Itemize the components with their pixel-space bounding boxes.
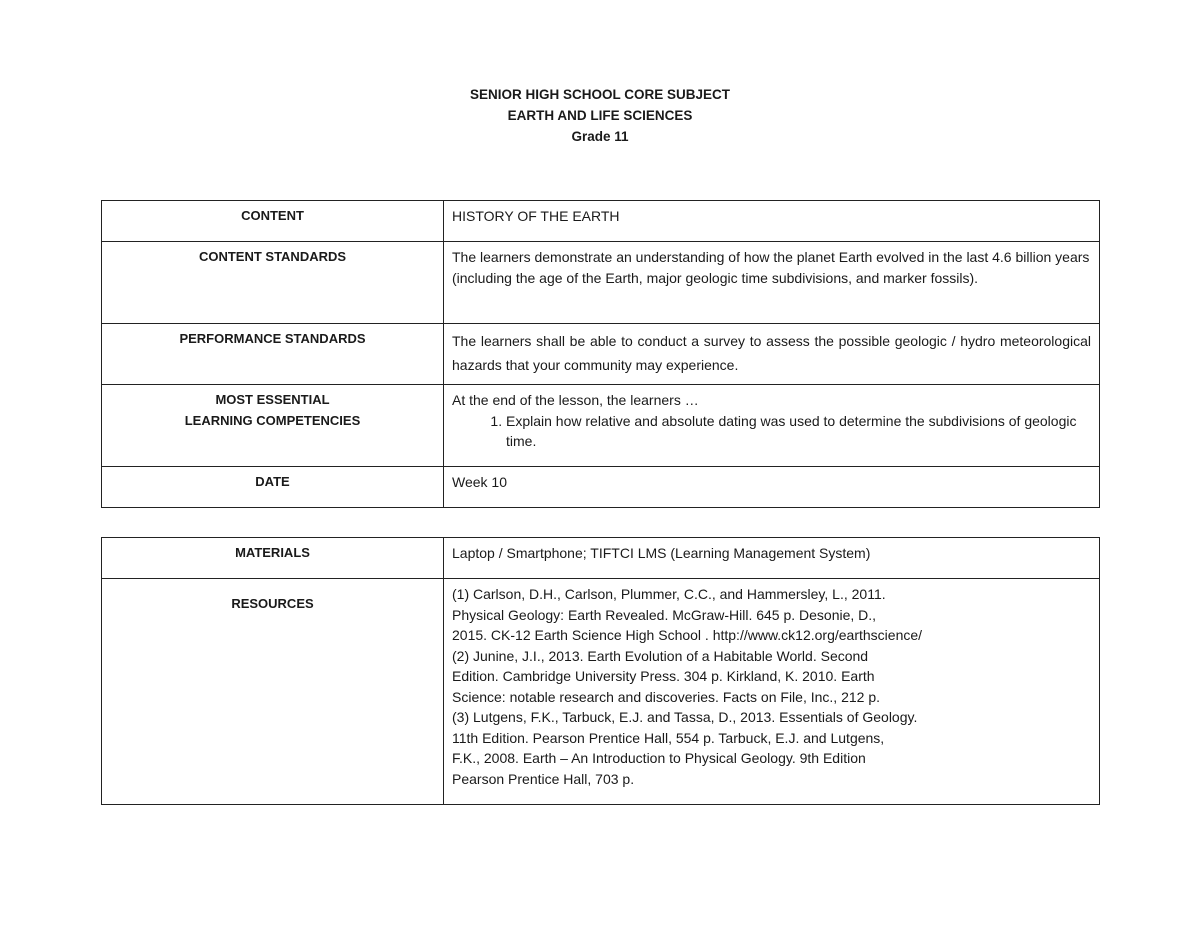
resource-line: 2015. CK-12 Earth Science High School . http://www.ck12.org/earthscience/ [452,627,923,643]
competencies-list [452,411,1091,452]
competencies-intro: At the end of the lesson, the learners … [452,392,699,408]
document-header [0,84,1200,147]
materials-value: Laptop / Smartphone; TIFTCI LMS (Learning Management System) [444,538,1100,579]
competencies-label-line-2: LEARNING COMPETENCIES [184,412,361,428]
header-line-3: Grade 11 [571,129,629,144]
resource-line: Pearson Prentice Hall, 703 p. [452,770,635,787]
date-value: Week 10 [444,467,1100,508]
competency-item: 1. Explain how relative and absolute dating was used to determine the subdivisions of geologic time. [506,411,1091,452]
resource-line: 11th Edition. Pearson Prentice Hall, 554 p. Tarbuck, E.J. and Lutgens, [452,729,885,746]
performance-standards-value: The learners shall be able to conduct a survey to assess the possible geologic / hydro meteorological hazards that your community may experience. [444,324,1100,385]
competencies-label [102,385,444,467]
resources-value [444,579,1100,805]
resource-line: (2) Junine, J.I., 2013. Earth Evolution of a Habitable World. Second [452,647,869,664]
resources-label-text: RESOURCES [231,596,314,611]
resource-line: (3) Lutgens, F.K., Tarbuck, E.J. and Tassa, D., 2013. Essentials of Geology. [452,709,918,725]
competencies-value [444,385,1100,467]
lesson-info-table [101,200,1100,508]
table-row-content-standards [102,242,1100,324]
competencies-label-line-1: MOST ESSENTIAL [215,392,330,407]
table-row-competencies [102,385,1100,467]
resource-line: F.K., 2008. Earth – An Introduction to Physical Geology. 9th Edition [452,750,866,766]
resource-line: Edition. Cambridge University Press. 304 p. Kirkland, K. 2010. Earth [452,668,875,684]
content-label: CONTENT [102,201,444,242]
resource-line: (1) Carlson, D.H., Carlson, Plummer, C.C., and Hammersley, L., 2011. [452,586,886,602]
header-line-1: SENIOR HIGH SCHOOL CORE SUBJECT [469,87,731,102]
resource-line: Physical Geology: Earth Revealed. McGraw-Hill. 645 p. Desonie, D., [452,606,877,623]
content-standards-label: CONTENT STANDARDS [102,242,444,324]
table-row-materials [102,538,1100,579]
materials-resources-table [101,537,1100,805]
performance-standards-label: PERFORMANCE STANDARDS [102,324,444,385]
date-label: DATE [102,467,444,508]
content-value: HISTORY OF THE EARTH [444,201,1100,242]
resource-line: Science: notable research and discoveries. Facts on File, Inc., 212 p. [452,688,881,705]
materials-label: MATERIALS [102,538,444,579]
table-row-performance-standards [102,324,1100,385]
resources-label [102,579,444,805]
table-row-date [102,467,1100,508]
table-row-resources [102,579,1100,805]
header-line-2: EARTH AND LIFE SCIENCES [507,108,693,123]
table-row-content [102,201,1100,242]
content-standards-value: The learners demonstrate an understanding of how the planet Earth evolved in the last 4.6 billion years (including the age of the Earth, major geologic time subdivisions, and marker fossils). [444,242,1100,324]
